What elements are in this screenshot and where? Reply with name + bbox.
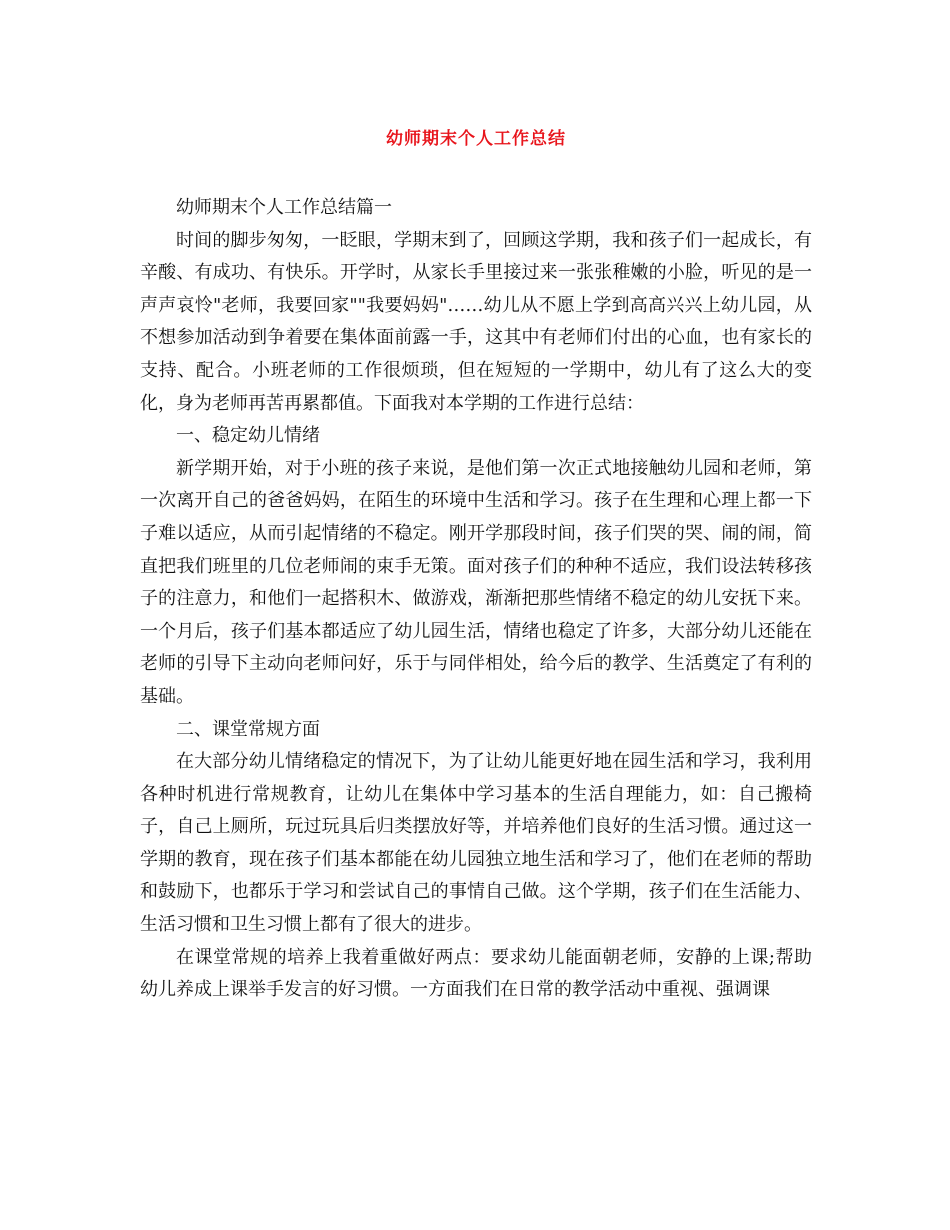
body-paragraph: 在大部分幼儿情绪稳定的情况下，为了让幼儿能更好地在园生活和学习，我利用各种时机进行常规教育，让幼儿在集体中学习基本的生活自理能力，如：自己搬椅子，自己上厕所，玩过玩具后归类摆放好等，并培养他们良好的生活习惯。通过这一学期的教育，现在孩子们基本都能在幼儿园独立地生活和学习了，他们在老师的帮助和鼓励下，也都乐于学习和尝试自己的事情自己做。这个学期，孩子们在生活能力、生活习惯和卫生习惯上都有了很大的进步。 bbox=[140, 751, 812, 936]
body-paragraph: 在课堂常规的培养上我着重做好两点：要求幼儿能面朝老师，安静的上课;帮助幼儿养成上课举手发言的好习惯。一方面我们在日常的教学活动中重视、强调课 bbox=[140, 946, 812, 1001]
document-body bbox=[140, 192, 812, 1007]
section-heading: 幼师期末个人工作总结篇一 bbox=[176, 197, 392, 218]
body-paragraph: 时间的脚步匆匆，一眨眼，学期末到了，回顾这学期，我和孩子们一起成长，有辛酸、有成功、有快乐。开学时，从家长手里接过来一张张稚嫩的小脸，听见的是一声声哀怜"老师，我要回家""我要妈妈"……幼儿从不愿上学到高高兴兴上幼儿园，从不想参加活动到争着要在集体面前露一手，这其中有老师们付出的心血，也有家长的支持、配合。小班老师的工作很烦琐，但在短短的一学期中，幼儿有了这么大的变化，身为老师再苦再累都值。下面我对本学期的工作进行总结： bbox=[140, 229, 812, 414]
section-heading: 一、稳定幼儿情绪 bbox=[176, 425, 320, 447]
section-heading: 二、课堂常规方面 bbox=[176, 718, 320, 740]
document-title: 幼师期末个人工作总结 bbox=[386, 129, 566, 149]
body-paragraph: 新学期开始，对于小班的孩子来说，是他们第一次正式地接触幼儿园和老师，第一次离开自己的爸爸妈妈，在陌生的环境中生活和学习。孩子在生理和心理上都一下子难以适应，从而引起情绪的不稳定。刚开学那段时间，孩子们哭的哭、闹的闹，简直把我们班里的几位老师闹的束手无策。面对孩子们的种种不适应，我们设法转移孩子的注意力，和他们一起搭积木、做游戏，渐渐把那些情绪不稳定的幼儿安抚下来。一个月后，孩子们基本都适应了幼儿园生活，情绪也稳定了许多，大部分幼儿还能在老师的引导下主动向老师问好，乐于与同伴相处，给今后的教学、生活奠定了有利的基础。 bbox=[140, 457, 812, 707]
